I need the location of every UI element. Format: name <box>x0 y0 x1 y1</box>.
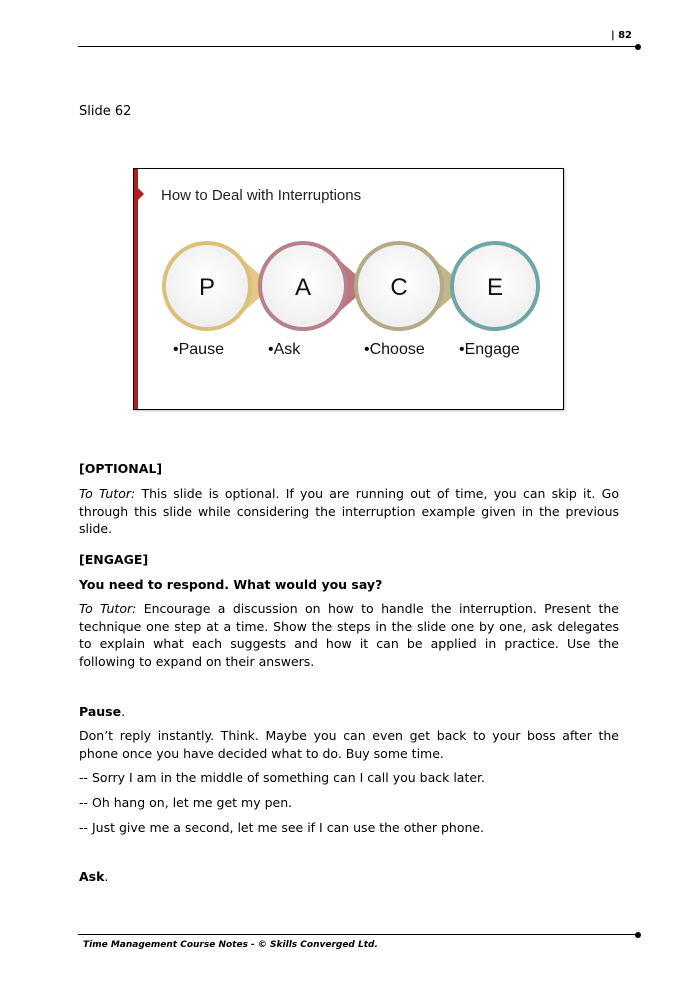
slide-title: How to Deal with Interruptions <box>161 187 362 204</box>
page-number: | 82 <box>610 30 632 41</box>
letter-ask: A <box>294 274 312 301</box>
bullet-engage: •Engage <box>459 341 520 358</box>
engage-question: You need to respond. What would you say? <box>79 577 383 592</box>
pause-example-1: -- Sorry I am in the middle of something can I call you back later. <box>79 770 486 785</box>
pause-heading <box>79 703 619 721</box>
optional-heading: [OPTIONAL] <box>79 461 163 476</box>
footer-text: Time Management Course Notes - © Skills Converged Ltd. <box>83 940 378 950</box>
engage-paragraph <box>79 600 619 670</box>
slide-thumbnail <box>133 168 564 410</box>
engage-text: Encourage a discussion on how to handle the interruption. Present the technique one step at a time. Show the steps in the slide one by one, ask delegates to explain what each suggests and how it can be applied in practice. Use the following to expand on their answers. <box>79 601 619 669</box>
pause-paragraph: Don’t reply instantly. Think. Maybe you can even get back to your boss after the phone once you have decided what to do. Buy some time. <box>79 728 619 761</box>
ask-heading <box>79 868 619 886</box>
letter-pause: P <box>198 274 216 301</box>
tutor-label: To Tutor: <box>79 601 137 616</box>
header-rule <box>78 46 638 47</box>
footer-rule <box>78 934 638 935</box>
tutor-label: To Tutor: <box>79 486 136 501</box>
ask-heading-period: . <box>104 869 109 884</box>
slide-label: Slide 62 <box>79 104 132 119</box>
header-rule-dot <box>635 44 641 50</box>
pause-example-2: -- Oh hang on, let me get my pen. <box>79 795 293 810</box>
letter-engage: E <box>486 274 504 301</box>
letter-choose: C <box>390 274 408 301</box>
ask-heading-word: Ask <box>79 869 105 884</box>
pause-heading-period: . <box>121 704 126 719</box>
bullet-ask: •Ask <box>268 341 301 358</box>
optional-text: This slide is optional. If you are running out of time, you can skip it. Go through this slide while considering the interruption example given in the previous slide. <box>79 486 619 536</box>
pause-heading-word: Pause <box>79 704 122 719</box>
engage-heading: [ENGAGE] <box>79 552 149 567</box>
pause-example-3: -- Just give me a second, let me see if I can use the other phone. <box>79 820 485 835</box>
bullet-pause: •Pause <box>173 341 224 358</box>
bullet-choose: •Choose <box>364 341 425 358</box>
footer-rule-dot <box>635 932 641 938</box>
optional-paragraph <box>79 485 619 538</box>
pace-diagram <box>134 169 565 411</box>
